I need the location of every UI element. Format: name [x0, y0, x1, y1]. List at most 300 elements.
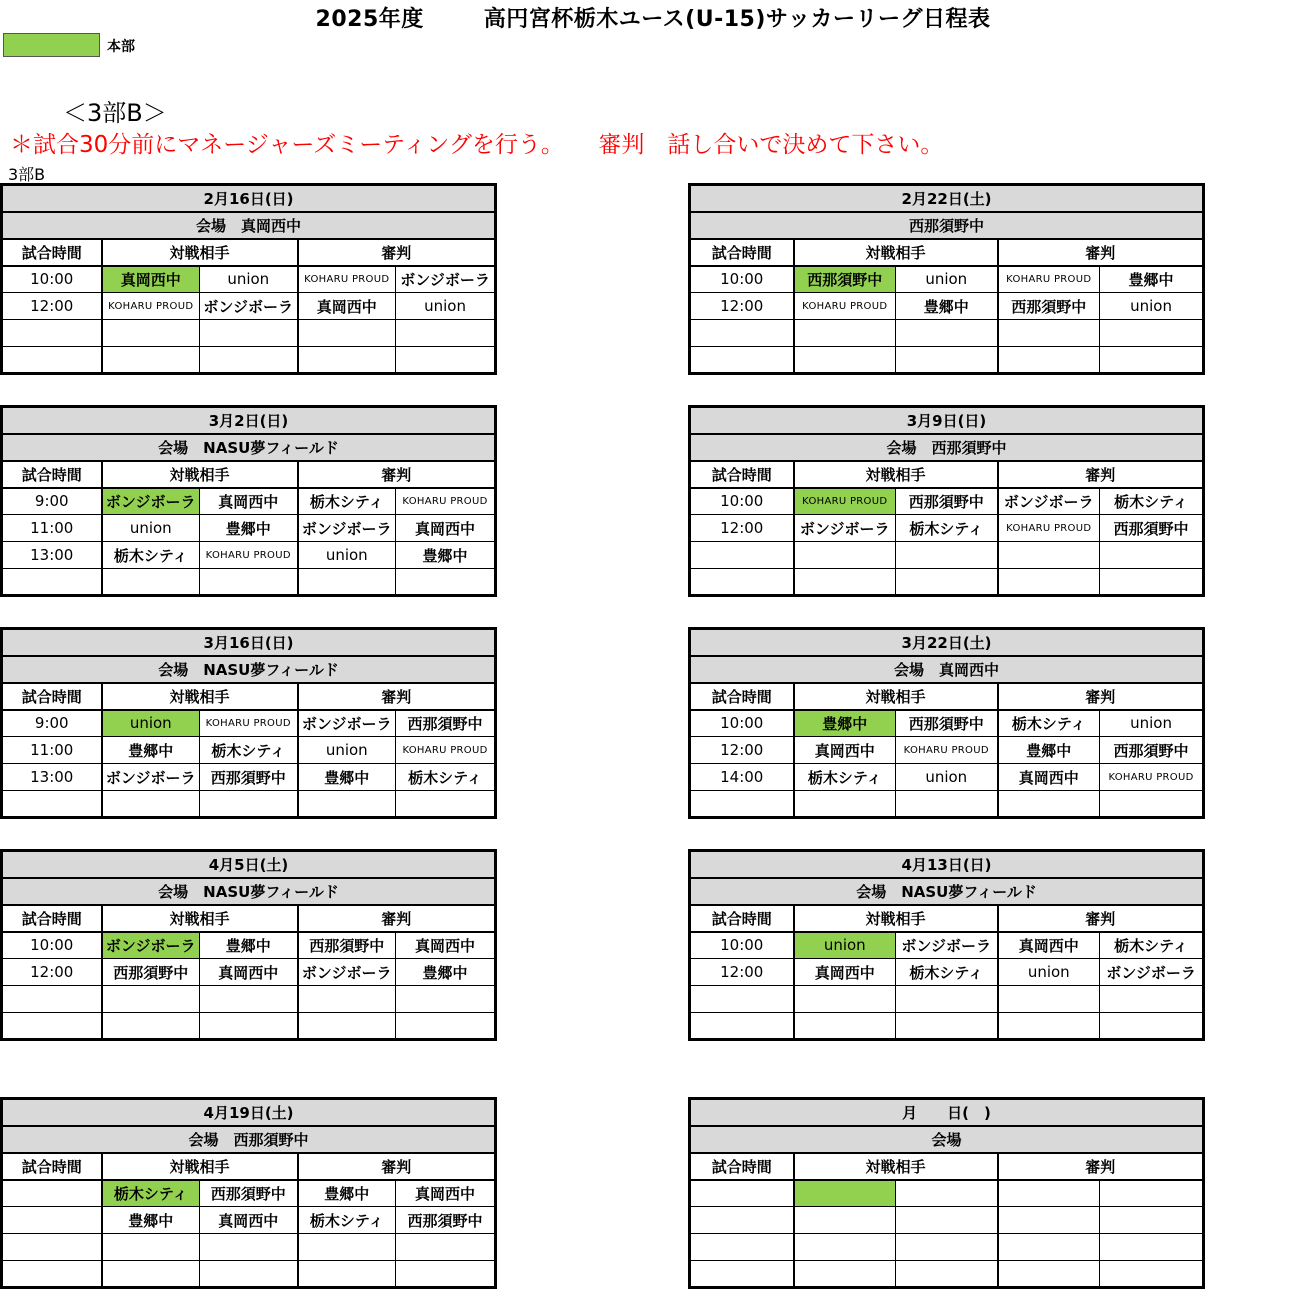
- table-row: [690, 764, 1204, 791]
- table-row: [690, 515, 1204, 542]
- referee-cell: [998, 320, 1100, 347]
- table-row: [690, 1180, 1204, 1207]
- table-row: [690, 710, 1204, 737]
- referee-cell: [1100, 542, 1204, 569]
- schedule-date: 3月22日(土): [690, 629, 1204, 656]
- column-header-time: 試合時間: [2, 461, 102, 488]
- column-header-time: 試合時間: [2, 239, 102, 266]
- referee-cell: [396, 320, 496, 347]
- team-cell: 豊郷中: [102, 737, 200, 764]
- referee-cell: [998, 986, 1100, 1013]
- match-time: [2, 1234, 102, 1261]
- team-cell: [200, 791, 298, 818]
- team-cell: 豊郷中: [200, 932, 298, 959]
- referee-cell: union: [1100, 710, 1204, 737]
- match-time: 10:00: [2, 932, 102, 959]
- schedule-table: [688, 183, 1205, 375]
- page-title: [0, 2, 1306, 33]
- referee-cell: [1100, 320, 1204, 347]
- schedule-date: 3月9日(日): [690, 407, 1204, 434]
- match-time: [690, 542, 794, 569]
- match-time: 12:00: [690, 293, 794, 320]
- referee-cell: ボンジボーラ: [298, 515, 396, 542]
- legend-label: 本部: [107, 39, 135, 55]
- match-time: 12:00: [690, 737, 794, 764]
- column-header-time: 試合時間: [690, 905, 794, 932]
- schedule-table: [688, 627, 1205, 819]
- table-row: [2, 764, 496, 791]
- table-row: [690, 293, 1204, 320]
- column-header-referee: 審判: [298, 239, 496, 266]
- referee-cell: 真岡西中: [396, 515, 496, 542]
- column-header-referee: 審判: [998, 239, 1204, 266]
- team-cell: ボンジボーラ: [102, 764, 200, 791]
- team-cell: 栃木シティ: [200, 737, 298, 764]
- team-cell: KOHARU PROUD: [896, 737, 998, 764]
- referee-cell: 栃木シティ: [1100, 488, 1204, 515]
- team-cell: 豊郷中: [200, 515, 298, 542]
- schedule-table: [688, 405, 1205, 597]
- table-row: [2, 1261, 496, 1288]
- team-cell: [896, 569, 998, 596]
- match-time: 11:00: [2, 515, 102, 542]
- match-time: [2, 320, 102, 347]
- referee-cell: 豊郷中: [1100, 266, 1204, 293]
- schedule-table: [0, 627, 497, 819]
- match-time: 10:00: [690, 932, 794, 959]
- table-row: [2, 959, 496, 986]
- referee-cell: [298, 986, 396, 1013]
- match-time: [690, 986, 794, 1013]
- referee-cell: [1100, 1207, 1204, 1234]
- team-cell: [794, 542, 896, 569]
- referee-cell: [396, 791, 496, 818]
- referee-cell: 豊郷中: [298, 1180, 396, 1207]
- team-cell: [794, 986, 896, 1013]
- table-row: [2, 569, 496, 596]
- table-row: [690, 791, 1204, 818]
- team-cell: 栃木シティ: [102, 542, 200, 569]
- match-time: 9:00: [2, 710, 102, 737]
- team-cell: union: [200, 266, 298, 293]
- table-row: [690, 959, 1204, 986]
- referee-cell: union: [298, 737, 396, 764]
- table-row: [690, 1261, 1204, 1288]
- referee-cell: ボンジボーラ: [396, 266, 496, 293]
- team-cell: KOHARU PROUD: [200, 710, 298, 737]
- table-row: [690, 488, 1204, 515]
- division-heading: ＜3部B＞: [63, 99, 167, 127]
- match-time: 11:00: [2, 737, 102, 764]
- schedule-date: 4月13日(日): [690, 851, 1204, 878]
- column-header-time: 試合時間: [2, 1153, 102, 1180]
- referee-cell: [1100, 569, 1204, 596]
- column-header-time: 試合時間: [2, 683, 102, 710]
- team-cell: 西那須野中: [794, 266, 896, 293]
- referee-cell: [298, 791, 396, 818]
- match-time: [690, 1013, 794, 1040]
- match-time: 10:00: [690, 710, 794, 737]
- match-time: [2, 1180, 102, 1207]
- referee-cell: KOHARU PROUD: [998, 515, 1100, 542]
- team-cell: [896, 791, 998, 818]
- referee-cell: [1100, 1234, 1204, 1261]
- team-cell: [102, 347, 200, 374]
- team-cell: 西那須野中: [896, 488, 998, 515]
- team-cell: [896, 1013, 998, 1040]
- referee-cell: [298, 1234, 396, 1261]
- match-time: 12:00: [2, 959, 102, 986]
- team-cell: [200, 569, 298, 596]
- referee-cell: [298, 320, 396, 347]
- column-header-match: 対戦相手: [794, 461, 998, 488]
- table-row: [2, 266, 496, 293]
- team-cell: [102, 320, 200, 347]
- referee-cell: 真岡西中: [396, 932, 496, 959]
- team-cell: 栃木シティ: [896, 959, 998, 986]
- match-time: [690, 347, 794, 374]
- referee-cell: [298, 1013, 396, 1040]
- referee-cell: [998, 791, 1100, 818]
- team-cell: KOHARU PROUD: [794, 293, 896, 320]
- match-time: [2, 1261, 102, 1288]
- match-time: [690, 1261, 794, 1288]
- column-header-match: 対戦相手: [794, 239, 998, 266]
- referee-cell: 豊郷中: [396, 959, 496, 986]
- match-time: [690, 320, 794, 347]
- match-time: 12:00: [690, 515, 794, 542]
- table-row: [2, 293, 496, 320]
- table-row: [2, 791, 496, 818]
- table-row: [690, 1207, 1204, 1234]
- team-cell: 栃木シティ: [102, 1180, 200, 1207]
- team-cell: [200, 320, 298, 347]
- column-header-referee: 審判: [998, 1153, 1204, 1180]
- team-cell: union: [102, 710, 200, 737]
- schedule-table: [0, 183, 497, 375]
- table-row: [2, 320, 496, 347]
- table-row: [690, 569, 1204, 596]
- referee-cell: [396, 347, 496, 374]
- match-time: [2, 1207, 102, 1234]
- referee-cell: ボンジボーラ: [298, 959, 396, 986]
- team-cell: [794, 791, 896, 818]
- team-cell: [896, 1180, 998, 1207]
- team-cell: 豊郷中: [896, 293, 998, 320]
- schedule-table: [688, 849, 1205, 1041]
- referee-cell: [396, 569, 496, 596]
- referee-cell: [998, 1013, 1100, 1040]
- referee-cell: 西那須野中: [1100, 515, 1204, 542]
- referee-cell: KOHARU PROUD: [396, 488, 496, 515]
- referee-cell: [1100, 1180, 1204, 1207]
- referee-cell: [298, 569, 396, 596]
- team-cell: 西那須野中: [102, 959, 200, 986]
- referee-cell: [396, 1013, 496, 1040]
- table-row: [690, 986, 1204, 1013]
- team-cell: [896, 1234, 998, 1261]
- referee-cell: ボンジボーラ: [998, 488, 1100, 515]
- schedule-venue: 会場 真岡西中: [690, 656, 1204, 683]
- team-cell: 真岡西中: [200, 959, 298, 986]
- column-header-time: 試合時間: [690, 1153, 794, 1180]
- referee-cell: [1100, 791, 1204, 818]
- team-cell: [200, 1261, 298, 1288]
- column-header-match: 対戦相手: [102, 461, 298, 488]
- table-row: [2, 515, 496, 542]
- column-header-referee: 審判: [298, 1153, 496, 1180]
- table-row: [2, 542, 496, 569]
- team-cell: 真岡西中: [102, 266, 200, 293]
- team-cell: ボンジボーラ: [896, 932, 998, 959]
- referee-cell: union: [396, 293, 496, 320]
- team-cell: [200, 986, 298, 1013]
- team-cell: 豊郷中: [794, 710, 896, 737]
- match-time: 9:00: [2, 488, 102, 515]
- referee-cell: [396, 1261, 496, 1288]
- column-header-match: 対戦相手: [102, 683, 298, 710]
- table-row: [690, 542, 1204, 569]
- referee-cell: KOHARU PROUD: [1100, 764, 1204, 791]
- team-cell: ボンジボーラ: [102, 932, 200, 959]
- column-header-referee: 審判: [298, 683, 496, 710]
- referee-cell: KOHARU PROUD: [998, 266, 1100, 293]
- referee-cell: 西那須野中: [998, 293, 1100, 320]
- team-cell: KOHARU PROUD: [200, 542, 298, 569]
- schedule-venue: 会場 西那須野中: [690, 434, 1204, 461]
- column-header-match: 対戦相手: [794, 1153, 998, 1180]
- team-cell: [794, 1234, 896, 1261]
- referee-cell: [998, 569, 1100, 596]
- team-cell: [794, 320, 896, 347]
- referee-cell: [998, 347, 1100, 374]
- legend-color-swatch: [3, 33, 100, 57]
- team-cell: [200, 1234, 298, 1261]
- match-time: [2, 1013, 102, 1040]
- team-cell: [102, 1013, 200, 1040]
- table-row: [690, 737, 1204, 764]
- referee-cell: KOHARU PROUD: [396, 737, 496, 764]
- team-cell: [896, 542, 998, 569]
- schedule-table: [0, 1097, 497, 1289]
- team-cell: [200, 1013, 298, 1040]
- schedule-date: 2月22日(土): [690, 185, 1204, 212]
- referee-cell: 真岡西中: [998, 764, 1100, 791]
- team-cell: [794, 347, 896, 374]
- referee-cell: union: [998, 959, 1100, 986]
- title-year: 2025年度: [315, 7, 424, 32]
- referee-cell: [1100, 986, 1204, 1013]
- team-cell: 栃木シティ: [896, 515, 998, 542]
- table-row: [690, 347, 1204, 374]
- referee-cell: 豊郷中: [396, 542, 496, 569]
- match-time: 10:00: [2, 266, 102, 293]
- schedule-venue: 会場 NASU夢フィールド: [2, 434, 496, 461]
- column-header-referee: 審判: [998, 683, 1204, 710]
- team-cell: union: [102, 515, 200, 542]
- match-time: 10:00: [690, 488, 794, 515]
- subdivision-label: 3部B: [8, 165, 46, 184]
- schedule-date: 月 日( ): [690, 1099, 1204, 1126]
- team-cell: union: [794, 932, 896, 959]
- table-row: [2, 932, 496, 959]
- referee-cell: KOHARU PROUD: [298, 266, 396, 293]
- team-cell: [102, 986, 200, 1013]
- team-cell: [794, 1207, 896, 1234]
- team-cell: [102, 1261, 200, 1288]
- referee-cell: 栃木シティ: [298, 488, 396, 515]
- schedule-venue: 会場 NASU夢フィールド: [2, 878, 496, 905]
- team-cell: 西那須野中: [896, 710, 998, 737]
- notice-text: ＊試合30分前にマネージャーズミーティングを行う。 審判 話し合いで決めて下さい。: [10, 132, 944, 158]
- match-time: 14:00: [690, 764, 794, 791]
- schedule-table: [0, 849, 497, 1041]
- team-cell: 西那須野中: [200, 1180, 298, 1207]
- team-cell: union: [896, 266, 998, 293]
- table-row: [2, 1234, 496, 1261]
- column-header-match: 対戦相手: [102, 239, 298, 266]
- team-cell: [896, 320, 998, 347]
- team-cell: [102, 569, 200, 596]
- table-row: [690, 1013, 1204, 1040]
- match-time: [2, 986, 102, 1013]
- team-cell: 真岡西中: [200, 488, 298, 515]
- table-row: [2, 1180, 496, 1207]
- column-header-time: 試合時間: [690, 461, 794, 488]
- table-row: [2, 986, 496, 1013]
- referee-cell: 栃木シティ: [1100, 932, 1204, 959]
- column-header-match: 対戦相手: [102, 1153, 298, 1180]
- referee-cell: [998, 542, 1100, 569]
- table-row: [690, 1234, 1204, 1261]
- table-row: [690, 932, 1204, 959]
- table-row: [2, 737, 496, 764]
- referee-cell: 栃木シティ: [298, 1207, 396, 1234]
- schedule-venue: 会場: [690, 1126, 1204, 1153]
- schedule-venue: 西那須野中: [690, 212, 1204, 239]
- match-time: [2, 791, 102, 818]
- team-cell: 栃木シティ: [794, 764, 896, 791]
- team-cell: [896, 347, 998, 374]
- schedule-venue: 会場 NASU夢フィールド: [2, 656, 496, 683]
- team-cell: [794, 1261, 896, 1288]
- team-cell: 真岡西中: [794, 959, 896, 986]
- match-time: 10:00: [690, 266, 794, 293]
- referee-cell: 真岡西中: [298, 293, 396, 320]
- schedule-date: 4月19日(土): [2, 1099, 496, 1126]
- column-header-match: 対戦相手: [794, 905, 998, 932]
- team-cell: ボンジボーラ: [794, 515, 896, 542]
- column-header-match: 対戦相手: [102, 905, 298, 932]
- column-header-referee: 審判: [998, 905, 1204, 932]
- referee-cell: 西那須野中: [1100, 737, 1204, 764]
- team-cell: [794, 1013, 896, 1040]
- referee-cell: [998, 1261, 1100, 1288]
- match-time: 12:00: [690, 959, 794, 986]
- team-cell: KOHARU PROUD: [794, 488, 896, 515]
- referee-cell: [998, 1234, 1100, 1261]
- match-time: 12:00: [2, 293, 102, 320]
- match-time: [2, 569, 102, 596]
- column-header-time: 試合時間: [2, 905, 102, 932]
- table-row: [2, 1013, 496, 1040]
- referee-cell: 西那須野中: [396, 710, 496, 737]
- referee-cell: [1100, 1261, 1204, 1288]
- schedule-table: [688, 1097, 1205, 1289]
- referee-cell: 真岡西中: [396, 1180, 496, 1207]
- table-row: [690, 266, 1204, 293]
- team-cell: [794, 1180, 896, 1207]
- schedule-date: 2月16日(日): [2, 185, 496, 212]
- match-time: [2, 347, 102, 374]
- referee-cell: 栃木シティ: [396, 764, 496, 791]
- column-header-referee: 審判: [298, 461, 496, 488]
- referee-cell: 豊郷中: [998, 737, 1100, 764]
- referee-cell: [298, 347, 396, 374]
- referee-cell: [396, 986, 496, 1013]
- schedule-date: 4月5日(土): [2, 851, 496, 878]
- referee-cell: [1100, 347, 1204, 374]
- referee-cell: [298, 1261, 396, 1288]
- team-cell: [102, 1234, 200, 1261]
- team-cell: 西那須野中: [200, 764, 298, 791]
- match-time: [690, 569, 794, 596]
- column-header-time: 試合時間: [690, 239, 794, 266]
- column-header-time: 試合時間: [690, 683, 794, 710]
- match-time: [690, 1180, 794, 1207]
- table-row: [2, 488, 496, 515]
- team-cell: [896, 986, 998, 1013]
- referee-cell: ボンジボーラ: [1100, 959, 1204, 986]
- column-header-referee: 審判: [998, 461, 1204, 488]
- team-cell: ボンジボーラ: [102, 488, 200, 515]
- table-row: [2, 1207, 496, 1234]
- team-cell: union: [896, 764, 998, 791]
- schedule-venue: 会場 NASU夢フィールド: [690, 878, 1204, 905]
- referee-cell: [396, 1234, 496, 1261]
- team-cell: [102, 791, 200, 818]
- team-cell: [896, 1261, 998, 1288]
- referee-cell: [998, 1207, 1100, 1234]
- schedule-venue: 会場 真岡西中: [2, 212, 496, 239]
- table-row: [690, 320, 1204, 347]
- referee-cell: ボンジボーラ: [298, 710, 396, 737]
- team-cell: KOHARU PROUD: [102, 293, 200, 320]
- referee-cell: 西那須野中: [298, 932, 396, 959]
- match-time: [690, 1234, 794, 1261]
- title-main: 高円宮杯栃木ユース(U-15)サッカーリーグ日程表: [483, 7, 991, 32]
- team-cell: ボンジボーラ: [200, 293, 298, 320]
- referee-cell: 豊郷中: [298, 764, 396, 791]
- column-header-referee: 審判: [298, 905, 496, 932]
- team-cell: [200, 347, 298, 374]
- referee-cell: 栃木シティ: [998, 710, 1100, 737]
- match-time: [690, 791, 794, 818]
- table-row: [2, 347, 496, 374]
- referee-cell: 西那須野中: [396, 1207, 496, 1234]
- referee-cell: union: [298, 542, 396, 569]
- team-cell: [794, 569, 896, 596]
- schedule-date: 3月2日(日): [2, 407, 496, 434]
- match-time: 13:00: [2, 764, 102, 791]
- referee-cell: [998, 1180, 1100, 1207]
- column-header-match: 対戦相手: [794, 683, 998, 710]
- match-time: [690, 1207, 794, 1234]
- team-cell: [896, 1207, 998, 1234]
- team-cell: 真岡西中: [200, 1207, 298, 1234]
- referee-cell: [1100, 1013, 1204, 1040]
- referee-cell: 真岡西中: [998, 932, 1100, 959]
